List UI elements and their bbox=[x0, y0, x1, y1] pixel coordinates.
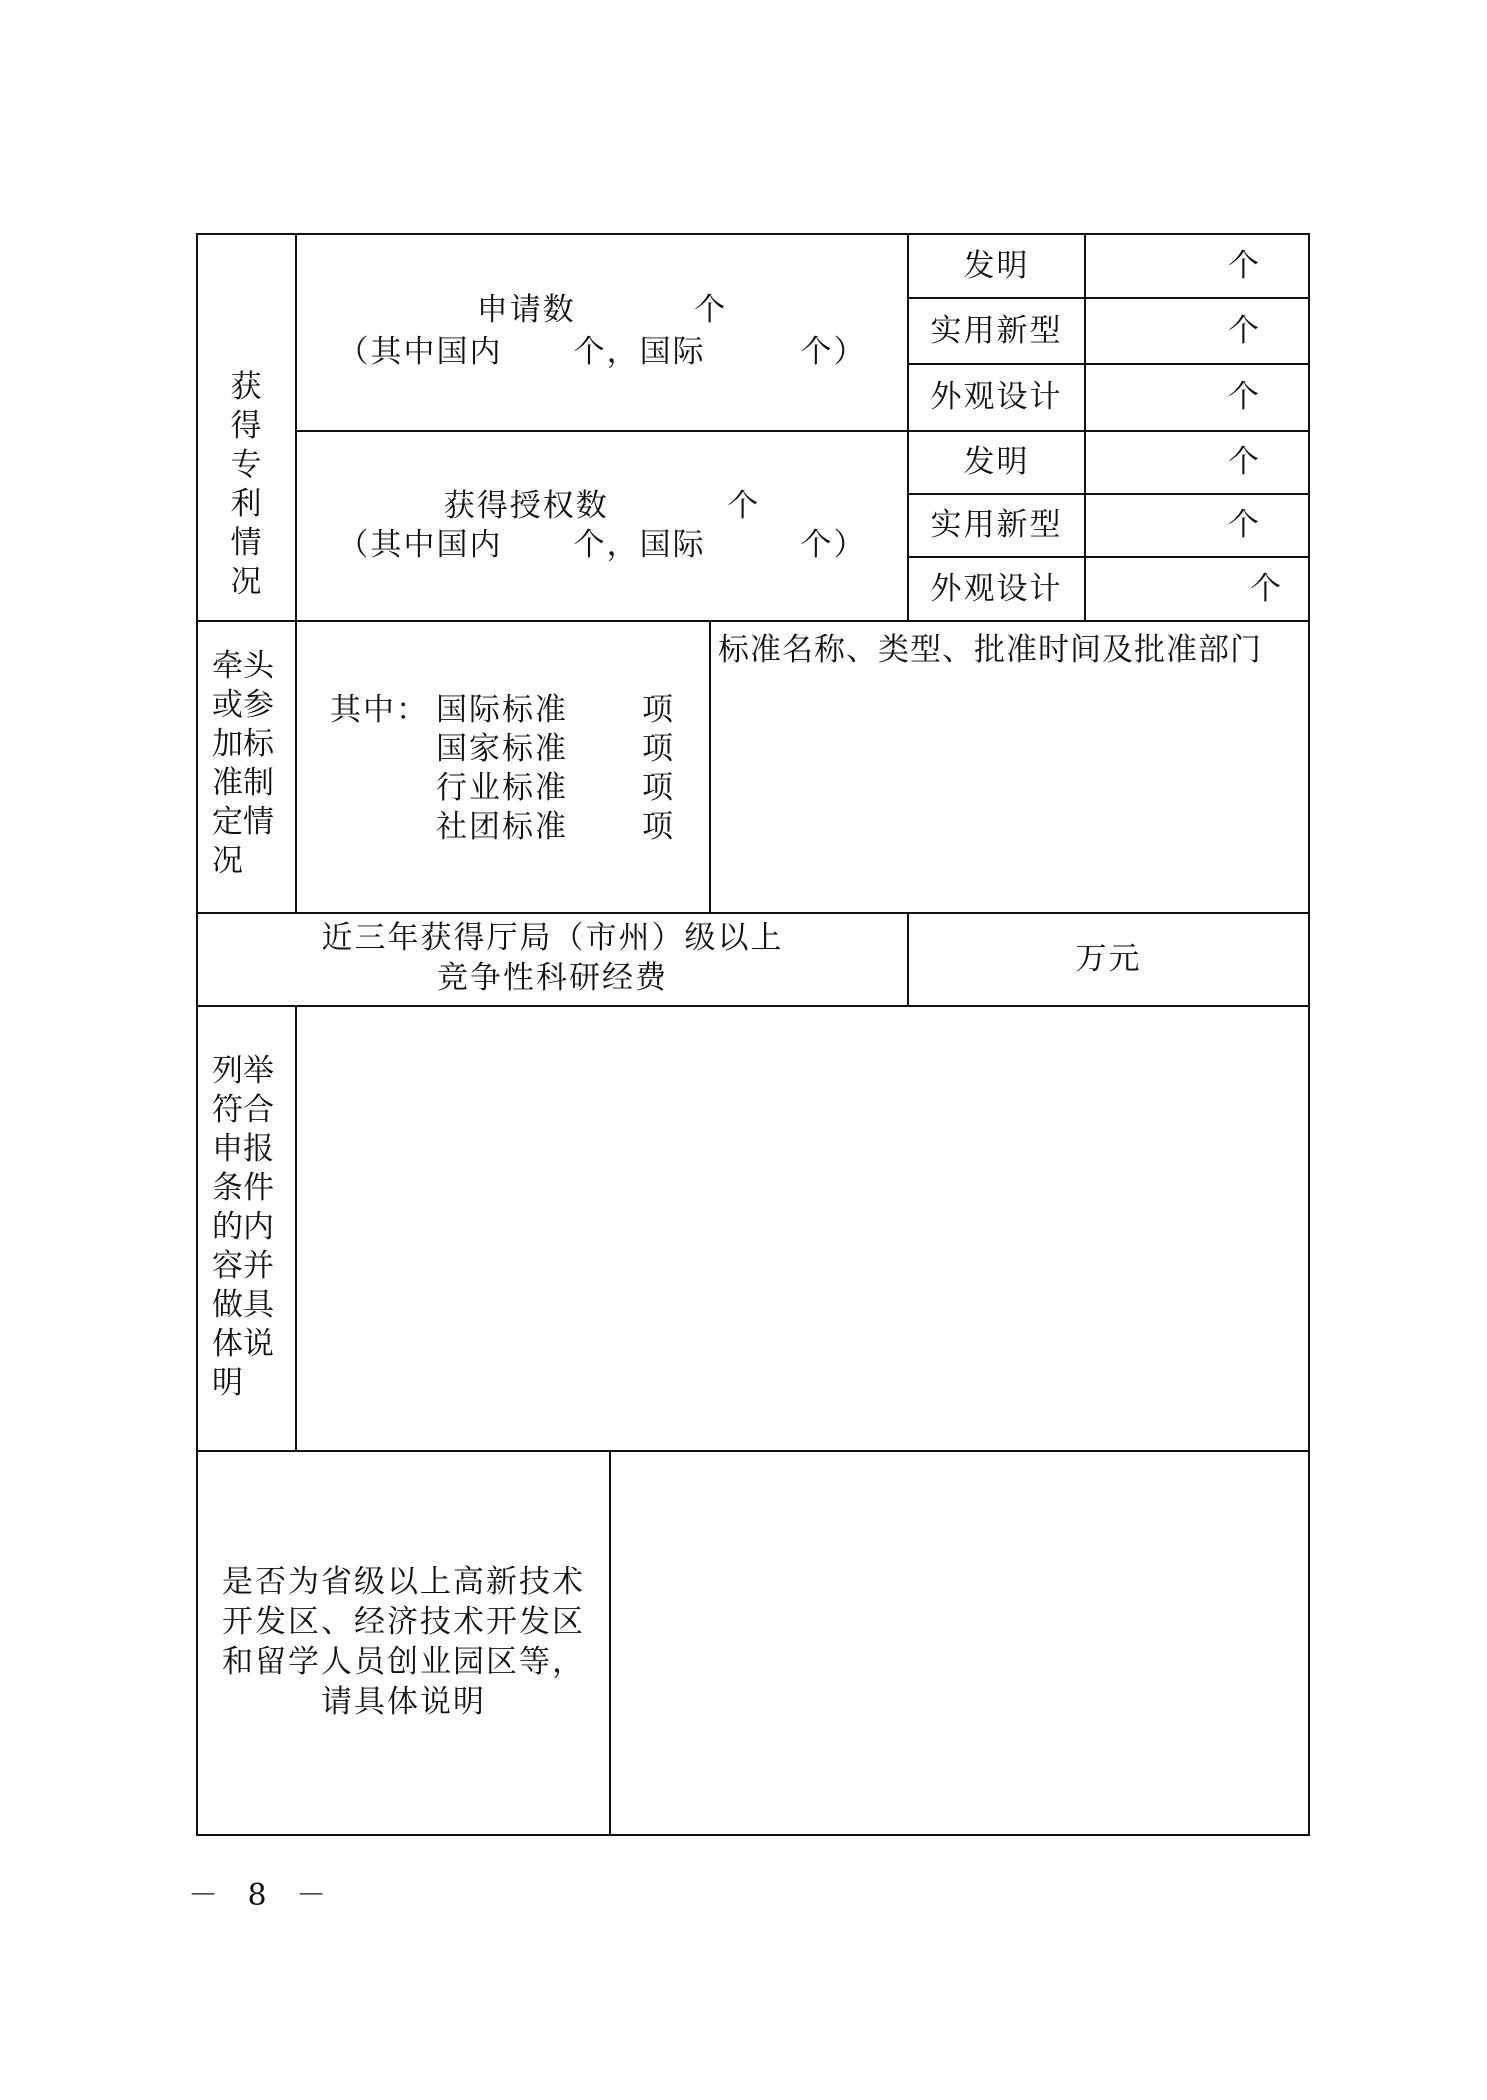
zone-label-line4: 请具体说明 bbox=[321, 1684, 486, 1720]
patent-row-label: 获得专利情况 bbox=[230, 369, 262, 600]
unit-label: 个 bbox=[1228, 507, 1261, 543]
application-count-line: 申请数 个 bbox=[476, 292, 728, 328]
granted-count-line: 获得授权数 个 bbox=[443, 488, 761, 524]
row-divider bbox=[196, 1005, 1310, 1007]
standard-unit: 项 bbox=[642, 809, 675, 845]
zone-label-line2: 开发区、经济技术开发区 bbox=[222, 1604, 585, 1640]
standard-international: 国际标准 bbox=[436, 692, 568, 728]
standards-detail-header: 标准名称、类型、批准时间及批准部门 bbox=[718, 632, 1262, 668]
unit-label: 个 bbox=[1228, 313, 1261, 349]
zone-label-line3: 和留学人员创业园区等， bbox=[222, 1644, 585, 1680]
row-divider bbox=[196, 1450, 1310, 1452]
standard-unit: 项 bbox=[642, 731, 675, 767]
application-breakdown-line: （其中国内 个，国际 个） bbox=[337, 334, 867, 370]
zone-label-line1: 是否为省级以上高新技术 bbox=[222, 1564, 585, 1600]
col-divider bbox=[295, 1005, 297, 1452]
page-number: － 8 － bbox=[188, 1878, 337, 1913]
row-divider bbox=[907, 493, 1310, 495]
table-border-right bbox=[1308, 233, 1310, 1836]
standards-row-label: 牵头或参加标准制定情况 bbox=[212, 648, 274, 879]
col-divider bbox=[295, 620, 297, 914]
standard-industry: 行业标准 bbox=[436, 770, 568, 806]
application-type-utility: 实用新型 bbox=[930, 313, 1063, 349]
standard-association: 社团标准 bbox=[436, 809, 568, 845]
row-divider bbox=[196, 912, 1310, 914]
col-divider bbox=[709, 620, 711, 914]
row-divider bbox=[907, 363, 1310, 365]
funding-unit: 万元 bbox=[1075, 941, 1142, 977]
col-divider bbox=[1084, 233, 1086, 622]
col-divider bbox=[609, 1450, 611, 1836]
unit-label: 个 bbox=[1250, 571, 1283, 607]
table-border-bottom bbox=[196, 1834, 1310, 1836]
granted-type-utility: 实用新型 bbox=[930, 507, 1063, 543]
funding-label-line2: 竞争性科研经费 bbox=[437, 960, 668, 996]
granted-type-design: 外观设计 bbox=[930, 571, 1063, 607]
unit-label: 个 bbox=[1228, 248, 1261, 284]
row-divider bbox=[907, 297, 1310, 299]
standard-national: 国家标准 bbox=[436, 731, 568, 767]
row-divider bbox=[196, 620, 1310, 622]
granted-type-invention: 发明 bbox=[963, 444, 1030, 480]
standards-prefix: 其中： bbox=[330, 692, 429, 728]
row-divider bbox=[295, 430, 1310, 432]
row-divider bbox=[907, 556, 1310, 558]
application-type-invention: 发明 bbox=[963, 248, 1030, 284]
application-type-design: 外观设计 bbox=[930, 379, 1063, 415]
unit-label: 个 bbox=[1228, 379, 1261, 415]
conditions-row-label: 列举符合申报条件的内容并做具体说明 bbox=[212, 1053, 274, 1401]
table-border-top bbox=[196, 233, 1310, 235]
col-divider bbox=[907, 233, 909, 622]
standard-unit: 项 bbox=[642, 770, 675, 806]
standard-unit: 项 bbox=[642, 692, 675, 728]
unit-label: 个 bbox=[1228, 444, 1261, 480]
granted-breakdown-line: （其中国内 个，国际 个） bbox=[337, 527, 867, 563]
funding-label-line1: 近三年获得厅局（市州）级以上 bbox=[321, 920, 784, 956]
